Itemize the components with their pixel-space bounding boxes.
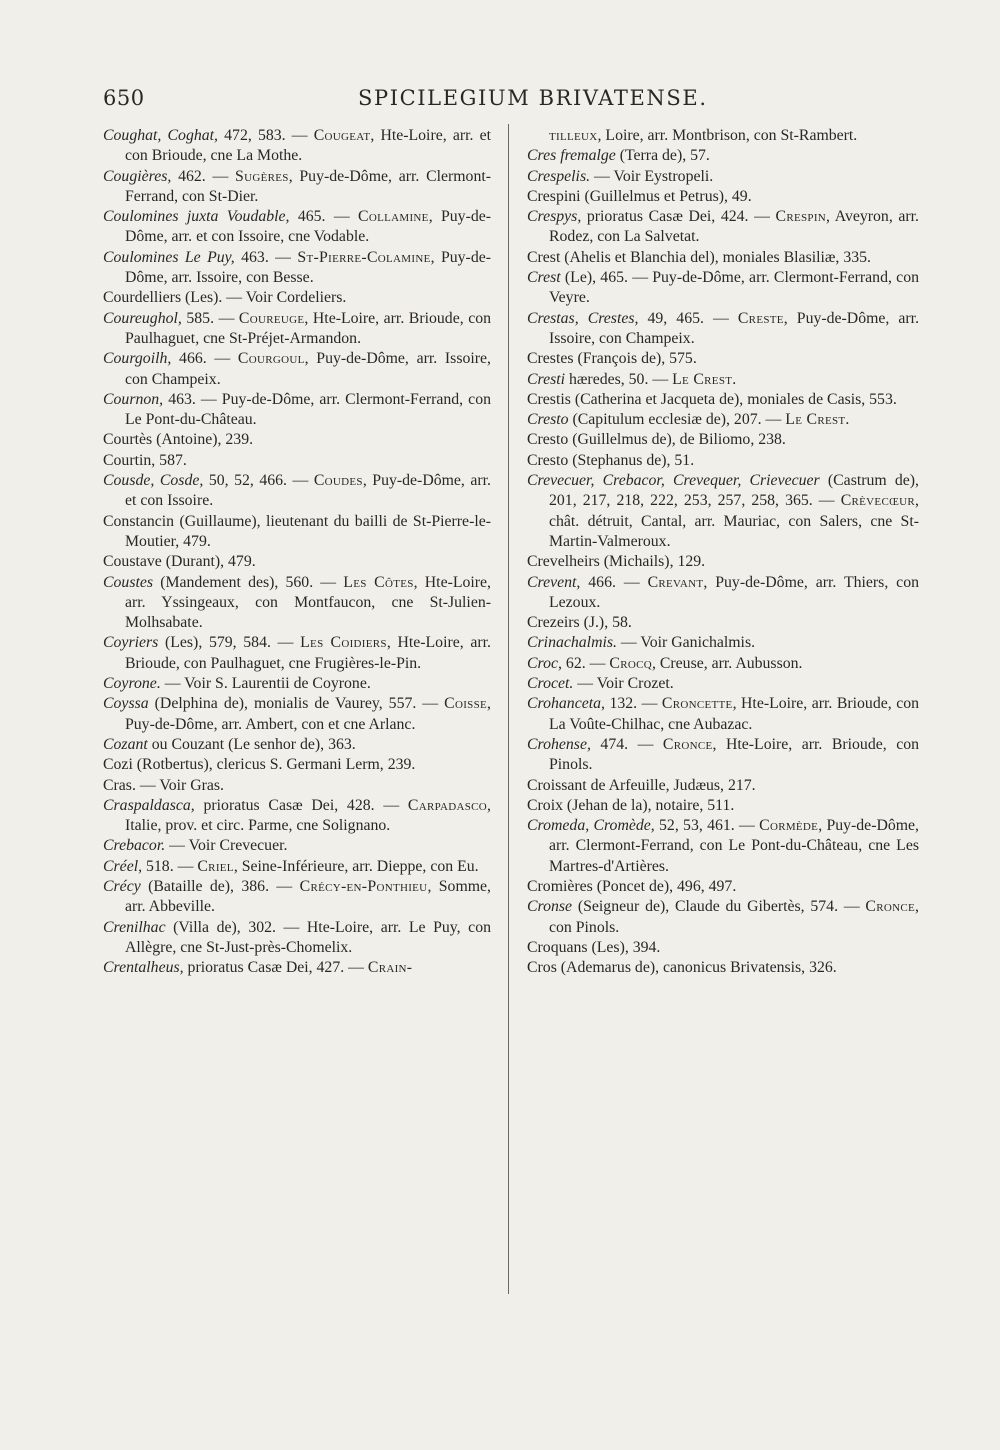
entry-rest: — Voir xyxy=(616,634,672,652)
page-number: 650 xyxy=(103,86,145,110)
entry-head: Craspaldasca, xyxy=(103,796,195,814)
entry-tail: , Puy-de-Dôme, arr. Issoire, con Besse. xyxy=(125,248,491,287)
entry-rest: (Villa de), 302. — Hte-Loire, arr. Le Puy, con Allègre, cne St-Just-près-Chomelix. xyxy=(125,918,491,956)
entry-head: Croc, xyxy=(527,654,562,672)
index-entry xyxy=(527,126,919,146)
entry-rest: 585. — xyxy=(181,309,239,327)
entry-head: Coyriers xyxy=(103,634,159,652)
entry-head: Crestas, Crestes, xyxy=(527,309,639,327)
entry-rest: (Castrum de), 201, 217, 218, 222, 253, 257, 258, 365. — xyxy=(549,472,920,510)
entry-rest: prioratus Casæ Dei, 428. — xyxy=(194,796,408,814)
entry-head: Créel, xyxy=(103,857,143,875)
entry-tail: Voir Cordeliers. xyxy=(245,289,347,307)
index-entry xyxy=(527,146,919,166)
entry-sc: Crespin xyxy=(775,208,827,226)
entry-rest: — Voir xyxy=(573,675,628,693)
entry-tail: , Hte-Loire, arr. Brioude, con Paulhaguet, cne Frugières-le-Pin. xyxy=(125,634,491,672)
entry-sc: Les Coidiers xyxy=(300,634,387,652)
entry-rest: Cros (Ademarus de), canonicus Brivatensis, 326. xyxy=(527,959,837,977)
entry-rest: 50, 52, 466. — xyxy=(203,472,314,490)
entry-tail: , Puy-de-Dôme, arr. Clermont-Ferrand, con St-Dier. xyxy=(125,167,491,205)
entry-sc: Cougeat xyxy=(313,127,371,144)
index-entry xyxy=(527,897,919,938)
index-entry xyxy=(527,674,919,694)
entry-rest: Cras. — xyxy=(103,776,160,794)
index-entry xyxy=(103,451,491,471)
entry-head: Coulomines juxta Voudable, xyxy=(103,208,290,226)
index-entry xyxy=(103,552,491,572)
entry-head: Crebacor. xyxy=(103,837,166,855)
entry-tail: Voir Gras. xyxy=(159,776,224,794)
index-entry xyxy=(103,755,491,775)
entry-rest: Crestes (François de), 575. xyxy=(527,350,697,368)
entry-head: Crespys, xyxy=(527,208,582,226)
entry-tail: S. Laurentii de Coyrone. xyxy=(215,675,371,693)
entry-head: Cresti xyxy=(527,370,566,388)
entry-rest: Cresto (Stephanus de), 51. xyxy=(527,451,695,469)
index-entry xyxy=(527,633,919,653)
entry-sc: Coureuge xyxy=(238,309,305,327)
index-entry xyxy=(103,167,491,208)
entry-rest: (Bataille de), 386. — xyxy=(140,877,300,895)
entry-tail: , Aveyron, arr. Rodez, con La Salvetat. xyxy=(549,208,919,246)
entry-rest: Cromières (Poncet de), 496, 497. xyxy=(527,877,737,895)
entry-rest: — Voir xyxy=(590,167,645,185)
index-entry xyxy=(527,877,919,897)
entry-rest: Crevelheirs (Michails), 129. xyxy=(527,553,706,571)
entry-rest: 52, 53, 461. — xyxy=(654,817,760,835)
entry-tail: Crozet. xyxy=(627,675,674,693)
entry-tail: , Hte-Loire, arr. Brioude, con Pinols. xyxy=(549,735,920,774)
entry-head: Cougières, xyxy=(103,167,172,185)
entry-rest: (Capitulum ecclesiæ de), 207. — xyxy=(568,411,786,429)
entry-head: Cresto xyxy=(527,411,569,429)
entry-sc: St-Pierre-Colamine xyxy=(297,248,431,266)
entry-rest: 466. — xyxy=(171,350,238,368)
entry-rest: 132. — xyxy=(604,695,662,713)
entry-sc: Cronce xyxy=(662,735,713,753)
index-entry xyxy=(103,836,491,856)
index-entry xyxy=(103,207,491,248)
entry-rest: — Voir xyxy=(165,837,220,855)
index-entry xyxy=(103,633,491,674)
entry-rest: Crezeirs (J.), 58. xyxy=(527,614,632,632)
entry-tail: , Seine-Inférieure, arr. Dieppe, con Eu. xyxy=(233,857,479,875)
index-entry xyxy=(527,573,919,614)
entry-rest: Cresto (Guillelmus de), de Biliomo, 238. xyxy=(527,431,786,449)
entry-tail: , Puy-de-Dôme, arr. et con Issoire. xyxy=(125,472,492,510)
index-entry xyxy=(527,410,919,430)
index-entry xyxy=(103,735,491,755)
entry-tail: Crevecuer. xyxy=(219,837,288,855)
entry-head: Coyssa xyxy=(103,695,149,713)
entry-sc: Courgoul xyxy=(237,350,305,368)
entry-rest: (Mandement des), 560. — xyxy=(153,573,344,591)
index-entry xyxy=(103,349,491,390)
index-entry xyxy=(527,776,919,796)
entry-head: Crest xyxy=(527,269,561,287)
entry-sc: Crain- xyxy=(367,959,413,977)
entry-head: Cromeda, Cromède, xyxy=(527,817,655,835)
index-entry xyxy=(527,694,919,735)
index-column-left xyxy=(103,126,491,978)
entry-tail: , Hte-Loire, arr. et con Brioude, cne La Mothe. xyxy=(125,127,491,165)
entry-head: Cousde, Cosde, xyxy=(103,472,204,490)
index-entry xyxy=(527,268,919,309)
entry-head: Coustes xyxy=(103,573,154,591)
entry-head: Crentalheus, xyxy=(103,959,184,977)
entry-rest: Croquans (Les), 394. xyxy=(527,938,661,956)
index-entry xyxy=(527,309,919,350)
index-entry xyxy=(103,694,491,735)
entry-rest: prioratus Casæ Dei, 424. — xyxy=(581,208,776,226)
entry-head: Crécy xyxy=(103,877,141,895)
page-header xyxy=(103,80,903,120)
entry-tail: , Somme, arr. Abbeville. xyxy=(125,877,491,916)
entry-sc: Collamine xyxy=(358,208,429,226)
entry-rest: (Les), 579, 584. — xyxy=(158,634,301,652)
index-entry xyxy=(527,248,919,268)
index-entry xyxy=(103,674,491,694)
index-entry xyxy=(527,451,919,471)
entry-rest: Croissant de Arfeuille, Judæus, 217. xyxy=(527,776,756,794)
entry-head: Crenilhac xyxy=(103,918,166,936)
entry-sc: Le Crest. xyxy=(785,411,850,429)
entry-sc: Sugères xyxy=(235,167,289,185)
index-entry xyxy=(527,796,919,816)
index-entry xyxy=(527,430,919,450)
entry-head: Courgoilh, xyxy=(103,350,172,368)
index-entry xyxy=(527,390,919,410)
index-entry xyxy=(527,471,919,552)
entry-head: Crohanceta, xyxy=(527,695,605,713)
entry-head: Cres fremalge xyxy=(527,147,616,165)
entry-rest: prioratus Casæ Dei, 427. — xyxy=(183,959,368,977)
entry-rest: (Seigneur de), Claude du Gibertès, 574. — xyxy=(572,898,866,916)
entry-rest: Crest (Ahelis et Blanchia del), moniales Blasiliæ, 335. xyxy=(527,248,871,266)
index-entry xyxy=(527,654,919,674)
index-entry xyxy=(103,430,491,450)
index-entry xyxy=(103,958,491,978)
entry-head: Cronse xyxy=(527,898,573,916)
entry-tail: , Italie, prov. et circ. Parme, cne Solignano. xyxy=(125,796,491,835)
entry-rest: 62. — xyxy=(561,654,610,672)
entry-tail: Ganichalmis. xyxy=(671,634,756,652)
entry-sc: Cormède xyxy=(759,817,819,835)
index-entry xyxy=(103,776,491,796)
entry-sc: Les Côtes xyxy=(343,573,414,591)
index-entry xyxy=(527,552,919,572)
entry-head: Coulomines Le Puy, xyxy=(103,248,235,266)
entry-sc: Criel xyxy=(197,857,234,875)
index-entry xyxy=(527,735,919,776)
index-entry xyxy=(527,958,919,978)
entry-tail: , Creuse, arr. Aubusson. xyxy=(651,654,803,672)
entry-tail: , Puy-de-Dôme, arr. Ambert, con et cne Arlanc. xyxy=(125,695,491,733)
entry-rest: (Le), 465. — Puy-de-Dôme, arr. Clermont-Ferrand, con Veyre. xyxy=(549,269,919,307)
entry-sc: Crevant xyxy=(647,573,704,591)
entry-rest: 463. — xyxy=(234,248,298,266)
index-entry xyxy=(527,370,919,390)
entry-rest: Courdelliers (Les). — xyxy=(103,289,246,307)
entry-rest: — Voir xyxy=(160,675,216,693)
index-entry xyxy=(103,573,491,634)
entry-rest: 466. — xyxy=(580,573,648,591)
entry-rest: ou xyxy=(147,735,172,753)
entry-tail: , Puy-de-Dôme, arr. Issoire, con Champeix. xyxy=(549,309,920,347)
index-entry xyxy=(103,796,491,837)
entry-sc: Crocq xyxy=(609,654,652,672)
entry-tail: , Puy-de-Dôme, arr. Issoire, con Champeix. xyxy=(125,350,491,388)
entry-head: Coughat, Coghat, xyxy=(103,127,218,144)
entry-sc: Le Crest. xyxy=(672,370,737,388)
entry-tail: , Puy-de-Dôme, arr. et con Issoire, cne Vodable. xyxy=(125,208,492,246)
entry-tail: , Puy-de-Dôme, arr. Clermont-Ferrand, con Le Pont-du-Château, cne Les Martres-d'Artières. xyxy=(549,817,920,875)
entry-sc: Crécy-en-Ponthieu xyxy=(299,877,428,895)
entry-tail: , Hte-Loire, arr. Yssingeaux, con Montfaucon, cne St-Julien-Molhsabate. xyxy=(125,573,491,632)
index-entry xyxy=(103,512,491,553)
entry-rest: Crestis (Catherina et Jacqueta de), moniales de Casis, 553. xyxy=(527,390,897,408)
index-entry xyxy=(103,248,491,289)
index-entry xyxy=(103,309,491,350)
entry-tail: , chât. détruit, Cantal, arr. Mauriac, con Salers, cne St-Martin-Valmeroux. xyxy=(549,492,919,550)
index-entry xyxy=(103,288,491,308)
column-divider xyxy=(508,124,509,1294)
index-entry xyxy=(103,877,491,918)
entry-head: Crevecuer, Crebacor, Crevequer, Crievecuer xyxy=(527,472,820,490)
running-title: SPICILEGIUM BRIVATENSE. xyxy=(358,86,708,110)
entry-tail: , Hte-Loire, arr. Brioude, con La Voûte-Chilhac, cne Aubazac. xyxy=(549,695,919,733)
entry-tail: , Hte-Loire, arr. Brioude, con Paulhaguet, cne St-Préjet-Armandon. xyxy=(125,309,491,347)
entry-rest: 518. — xyxy=(142,857,198,875)
entry-sc: Coisse xyxy=(444,695,488,713)
index-entry xyxy=(527,349,919,369)
index-entry xyxy=(103,126,491,167)
entry-sc: Carpadasco xyxy=(407,796,488,814)
entry-tail: Couzant (Le senhor de), 363. xyxy=(171,735,356,753)
entry-rest: Constancin (Guillaume), lieutenant du bailli de St-Pierre-le-Moutier, 479. xyxy=(103,512,491,550)
entry-sc: Crèvecœur xyxy=(840,492,916,510)
entry-tail: Eystropeli. xyxy=(644,167,714,185)
entry-head: Crohense, xyxy=(527,735,591,753)
entry-rest: Courtès (Antoine), 239. xyxy=(103,431,254,449)
entry-sc: Creste xyxy=(737,309,784,327)
entry-head: Coureughol, xyxy=(103,309,182,327)
entry-head: Cozant xyxy=(103,735,148,753)
entry-head: Cournon, xyxy=(103,390,164,408)
index-entry xyxy=(527,187,919,207)
entry-sc: tilleux xyxy=(549,127,598,144)
index-entry xyxy=(527,207,919,248)
index-entry xyxy=(527,816,919,877)
entry-rest: (Delphina de), monialis de Vaurey, 557. — xyxy=(148,695,445,713)
entry-tail: , Loire, arr. Montbrison, con St-Rambert. xyxy=(597,127,858,144)
entry-sc: Croncette xyxy=(661,695,733,713)
entry-rest: 472, 583. — xyxy=(218,127,314,144)
entry-head: Crespelis. xyxy=(527,167,591,185)
entry-rest: 462. — xyxy=(171,167,236,185)
index-entry xyxy=(527,613,919,633)
entry-rest: hæredes, 50. — xyxy=(565,370,673,388)
index-entry xyxy=(103,390,491,431)
entry-rest: Courtin, 587. xyxy=(103,451,187,469)
entry-rest: 463. — Puy-de-Dôme, arr. Clermont-Ferrand, con Le Pont-du-Château. xyxy=(125,390,491,429)
entry-head: Crocet. xyxy=(527,675,574,693)
entry-sc: Cronce xyxy=(865,898,916,916)
entry-rest: 465. — xyxy=(289,208,359,226)
entry-rest: (Terra de), 57. xyxy=(615,147,710,165)
entry-rest: Croix (Jehan de la), notaire, 511. xyxy=(527,796,735,814)
index-entry xyxy=(103,857,491,877)
entry-head: Coyrone. xyxy=(103,675,161,693)
entry-head: Crevent, xyxy=(527,573,581,591)
entry-sc: Coudes xyxy=(313,472,363,490)
entry-rest: Cozi (Rotbertus), clericus S. Germani Lerm, 239. xyxy=(103,756,416,774)
index-entry xyxy=(527,938,919,958)
entry-rest: 474. — xyxy=(590,735,663,753)
entry-rest: Crespini (Guillelmus et Petrus), 49. xyxy=(527,187,752,205)
index-entry xyxy=(103,471,491,512)
entry-tail: , con Pinols. xyxy=(549,898,919,936)
entry-tail: , Puy-de-Dôme, arr. Thiers, con Lezoux. xyxy=(549,573,919,611)
index-entry xyxy=(527,167,919,187)
entry-head: Crinachalmis. xyxy=(527,634,617,652)
index-column-right xyxy=(527,126,919,978)
index-entry xyxy=(103,918,491,959)
entry-rest: Coustave (Durant), 479. xyxy=(103,553,256,571)
entry-rest: 49, 465. — xyxy=(638,309,738,327)
